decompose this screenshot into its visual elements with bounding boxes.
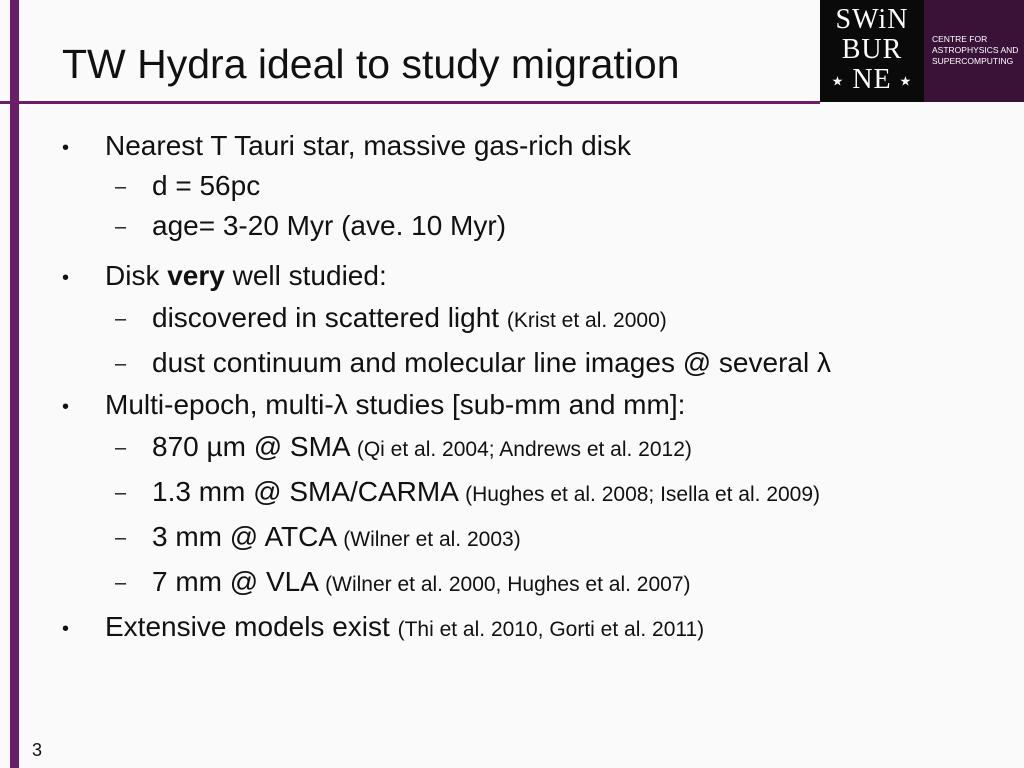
bullet-text-before: Disk	[105, 260, 168, 291]
bullet-marker: •	[62, 267, 70, 289]
dash-marker: –	[115, 527, 127, 549]
sub-bullet-text: 870 µm @ SMA	[152, 431, 357, 462]
bullet-item	[62, 609, 1022, 648]
dash-marker: –	[115, 308, 127, 330]
logo-wordmark-block	[820, 0, 924, 102]
page-number: 3	[32, 740, 43, 760]
sub-bullet-text: dust continuum and molecular line images @ several λ	[152, 347, 831, 378]
sub-bullet-item	[62, 345, 1022, 381]
dash-marker: –	[115, 572, 127, 594]
dash-marker: –	[115, 437, 127, 459]
bullet-text-bold: very	[167, 260, 225, 291]
bullet-marker: •	[62, 396, 70, 418]
sub-bullet-text: age= 3-20 Myr (ave. 10 Myr)	[152, 210, 507, 241]
sub-bullet-item	[62, 208, 1022, 244]
bullet-text: Extensive models exist	[105, 611, 398, 642]
citation: (Krist et al. 2000)	[506, 309, 667, 332]
logo-star-icon: ★	[899, 73, 913, 89]
swinburne-logo	[820, 0, 1024, 102]
dash-marker: –	[115, 353, 127, 375]
logo-tagline: CENTRE FOR ASTROPHYSICS AND SUPERCOMPUTING	[932, 34, 1019, 66]
sub-bullet-item	[62, 519, 1022, 558]
sub-bullet-text: 7 mm @ VLA	[152, 566, 326, 597]
title-divider	[0, 101, 820, 104]
sub-bullet-text: d = 56pc	[152, 170, 261, 201]
citation: (Qi et al. 2004; Andrews et al. 2012)	[356, 438, 692, 461]
dash-marker: –	[115, 216, 127, 238]
bullet-item	[62, 258, 1022, 294]
sub-bullet-item	[62, 474, 1022, 513]
dash-marker: –	[115, 482, 127, 504]
sub-bullet-text: 3 mm @ ATCA	[152, 521, 344, 552]
sub-bullet-text: 1.3 mm @ SMA/CARMA	[152, 476, 466, 507]
citation: (Wilner et al. 2003)	[343, 528, 521, 551]
logo-wordmark-line-1: SWiN	[835, 4, 909, 35]
left-accent-bar	[10, 0, 19, 768]
sub-bullet-item	[62, 168, 1022, 204]
logo-wordmark-line-3	[820, 66, 924, 96]
citation: (Wilner et al. 2000, Hughes et al. 2007)	[325, 573, 691, 596]
bullet-text: Multi-epoch, multi-λ studies [sub-mm and mm]:	[105, 389, 686, 420]
citation: (Thi et al. 2010, Gorti et al. 2011)	[397, 618, 705, 641]
sub-bullet-item	[62, 564, 1022, 603]
bullet-item	[62, 128, 1022, 164]
slide-content	[62, 128, 1022, 648]
dash-marker: –	[115, 176, 127, 198]
sub-bullet-item	[62, 300, 1022, 339]
bullet-marker: •	[62, 618, 70, 640]
bullet-text: Nearest T Tauri star, massive gas-rich disk	[105, 130, 631, 161]
bullet-item	[62, 387, 1022, 423]
sub-bullet-text: discovered in scattered light	[152, 302, 507, 333]
bullet-text-after: well studied:	[224, 260, 387, 291]
slide-title: TW Hydra ideal to study migration	[62, 41, 680, 87]
citation: (Hughes et al. 2008; Isella et al. 2009)	[465, 483, 821, 506]
logo-wordmark-line-2: BUR	[841, 34, 903, 65]
bullet-marker: •	[62, 137, 70, 159]
sub-bullet-item	[62, 429, 1022, 468]
logo-wordmark-line-3-text: NE	[852, 64, 892, 95]
logo-star-icon: ★	[831, 73, 845, 89]
